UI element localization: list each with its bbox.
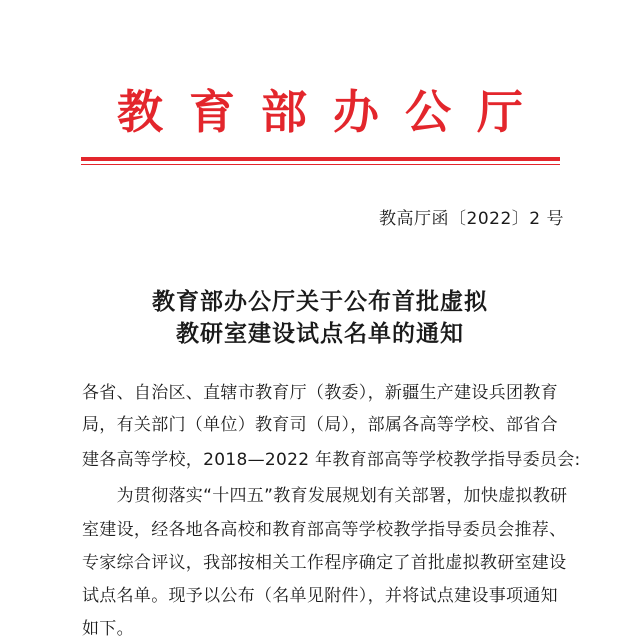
body-line-7: 试点名单。现予以公布（名单见附件），并将试点建设事项通知 (82, 586, 558, 606)
notice-title-line-2: 教研室建设试点名单的通知 (176, 320, 464, 347)
body-line-8: 如下。 (82, 619, 134, 639)
notice-title-line-1: 教育部办公厅关于公布首批虚拟 (152, 288, 488, 315)
letterhead-title: 教育部办公厅 (117, 85, 549, 139)
body-line-5: 室建设，经各地各高校和教育部高等学校教学指导委员会推荐、 (82, 520, 567, 540)
document-number: 教高厅函〔2022〕2 号 (379, 209, 564, 229)
letterhead-rule-thick (81, 157, 560, 161)
body-line-1: 各省、自治区、直辖市教育厅（教委），新疆生产建设兵团教育 (82, 383, 558, 403)
body-line-2: 局，有关部门（单位）教育司（局），部属各高等学校、部省合 (82, 415, 558, 435)
letterhead-rule-thin (81, 164, 560, 165)
body-line-6: 专家综合评议，我部按相关工作程序确定了首批虚拟教研室建设 (82, 553, 567, 573)
body-line-3: 建各高等学校，2018—2022 年教育部高等学校教学指导委员会: (82, 450, 581, 470)
body-line-4: 为贯彻落实“十四五”教育发展规划有关部署，加快虚拟教研 (82, 486, 568, 506)
